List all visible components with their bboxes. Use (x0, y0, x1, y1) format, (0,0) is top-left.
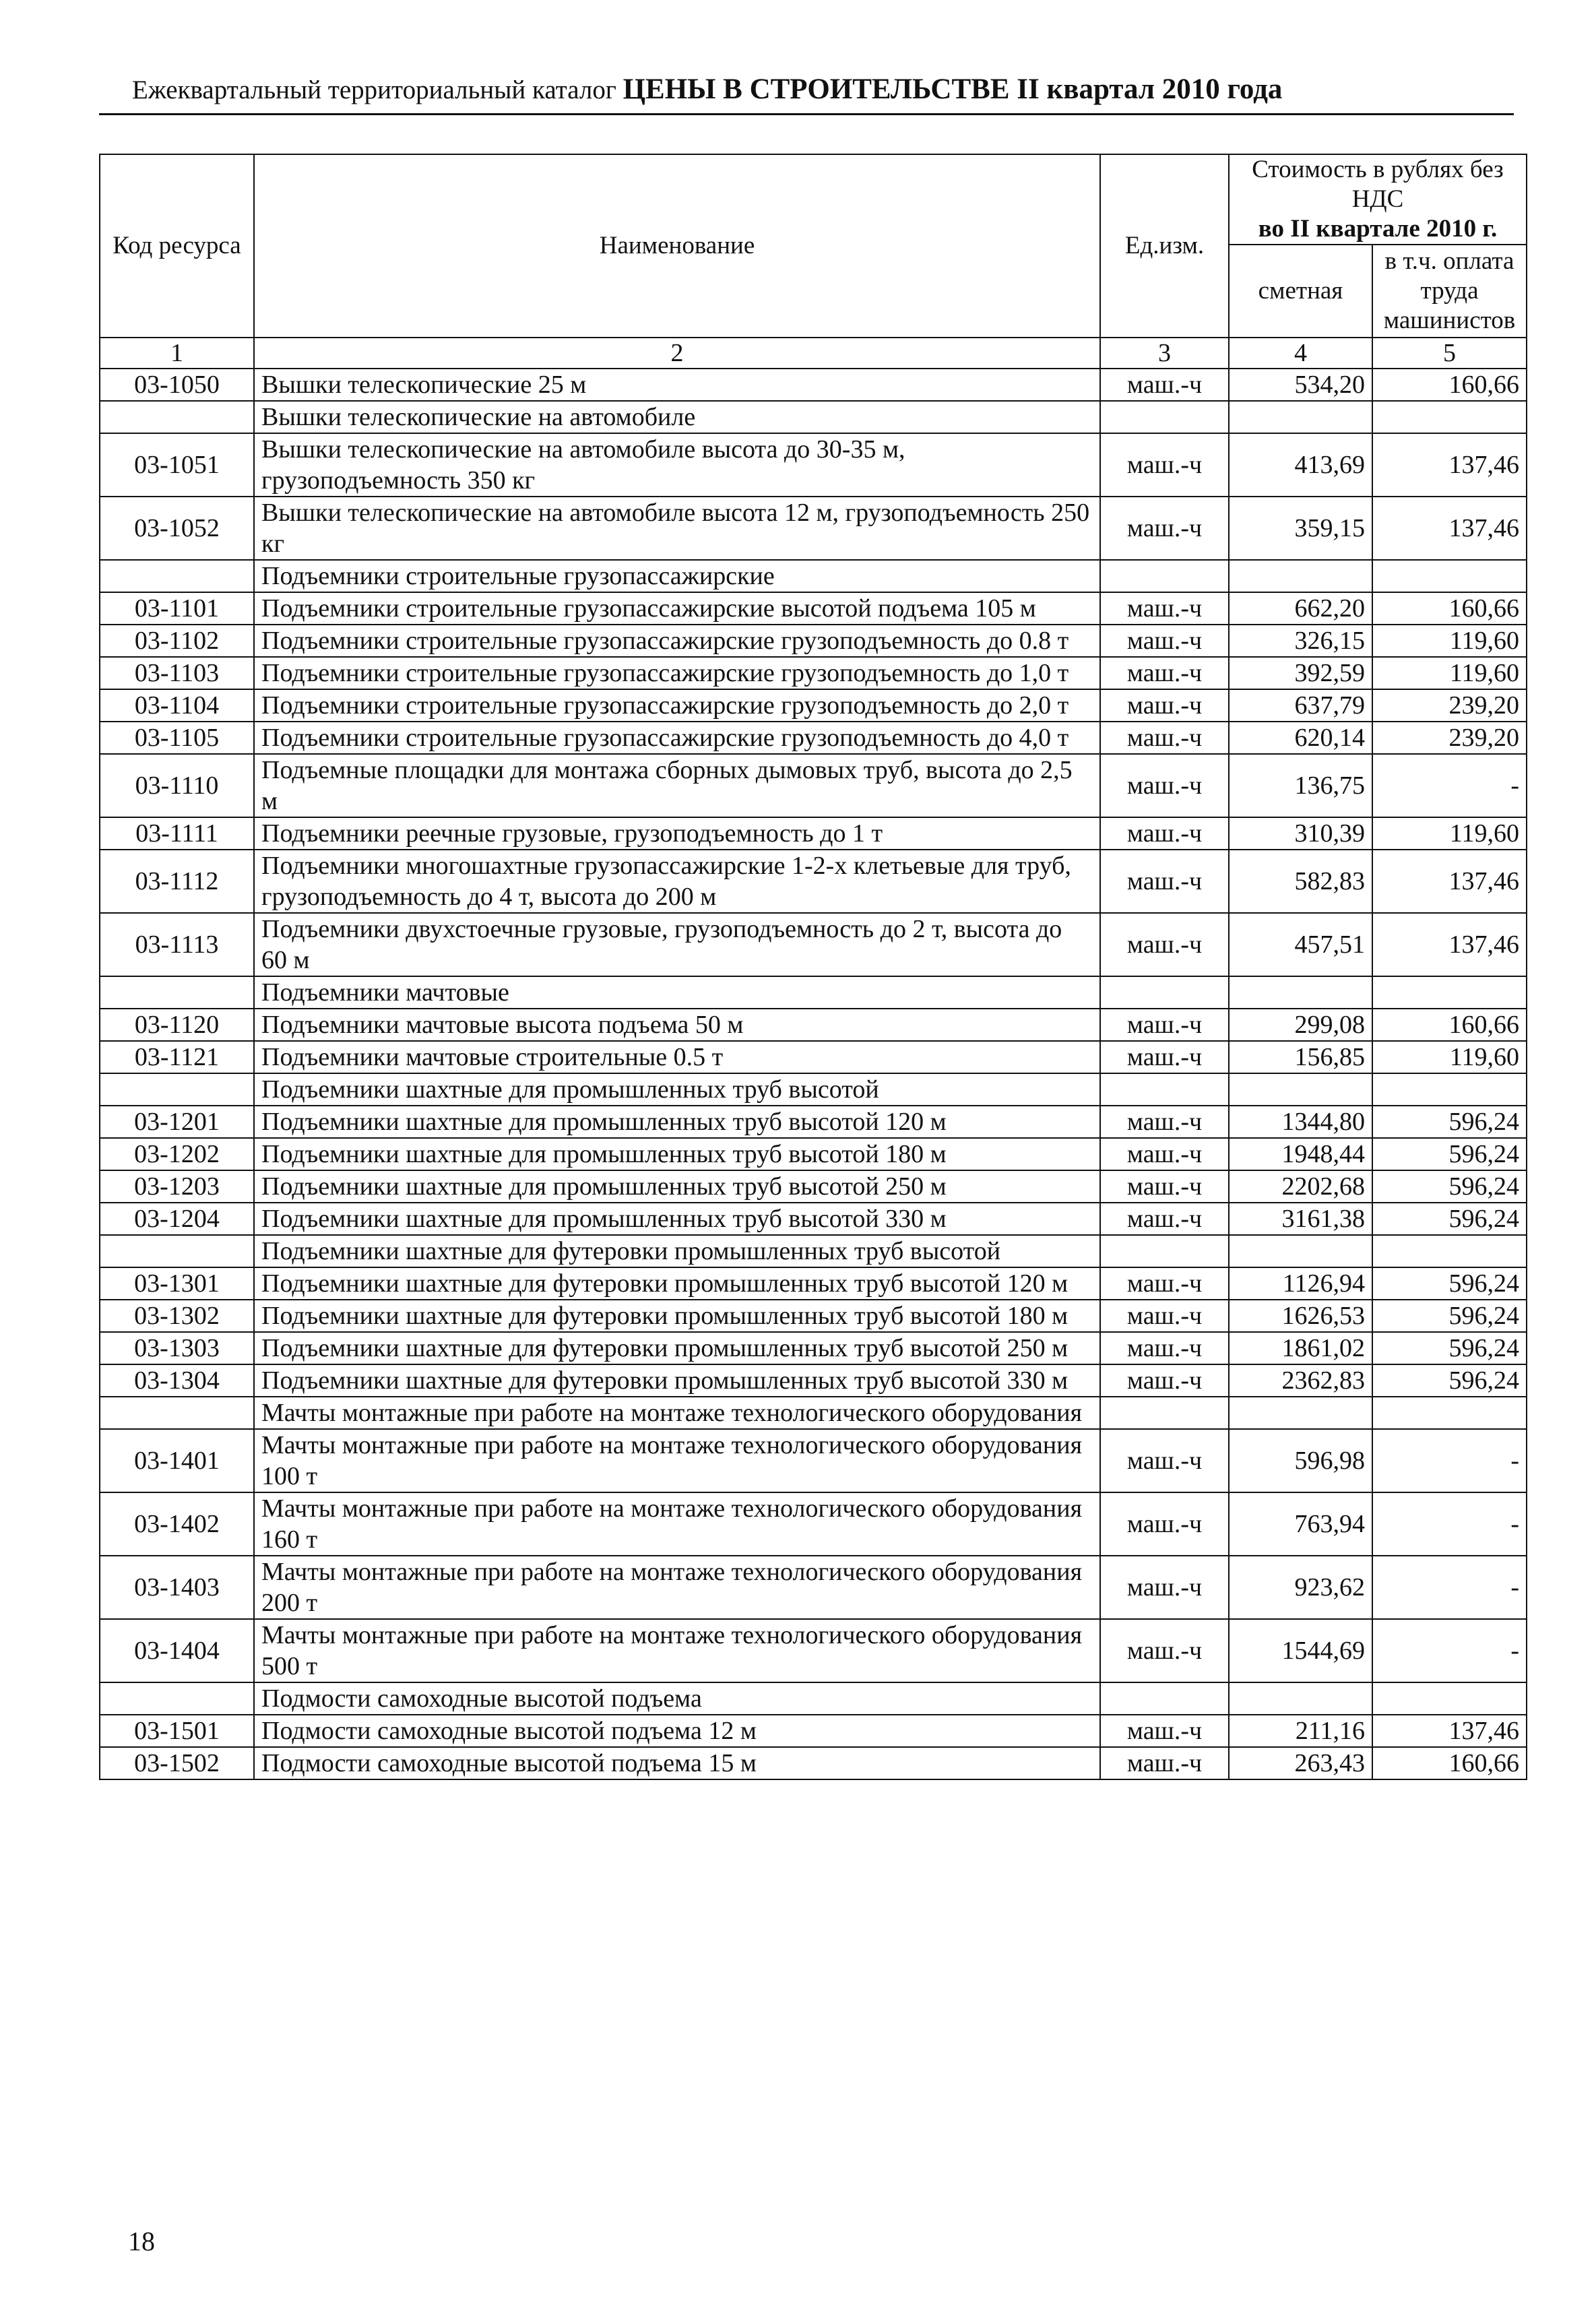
column-number: 2 (254, 338, 1100, 369)
cell-name: Мачты монтажные при работе на монтаже технологического оборудования 500 т (254, 1619, 1100, 1682)
cell-name: Вышки телескопические на автомобиле (254, 401, 1100, 433)
cell-unit: маш.-ч (1100, 722, 1229, 754)
table-row (100, 689, 1527, 722)
table-row (100, 1332, 1527, 1364)
cell-unit: маш.-ч (1100, 913, 1229, 976)
cell-labor: 596,24 (1372, 1332, 1527, 1364)
cell-name: Подъемники строительные грузопассажирские грузоподъемность до 1,0 т (254, 657, 1100, 689)
cell-labor (1372, 1235, 1527, 1267)
cell-labor: 137,46 (1372, 1715, 1527, 1747)
cell-price (1229, 1073, 1372, 1106)
cell-price: 1344,80 (1229, 1106, 1372, 1138)
cell-price: 637,79 (1229, 689, 1372, 722)
cell-code: 03-1111 (100, 817, 254, 850)
cell-price: 763,94 (1229, 1492, 1372, 1556)
cell-unit: маш.-ч (1100, 433, 1229, 497)
cell-price: 413,69 (1229, 433, 1372, 497)
table-row (100, 1300, 1527, 1332)
cell-price: 923,62 (1229, 1556, 1372, 1619)
cell-code: 03-1052 (100, 497, 254, 560)
cell-labor: 596,24 (1372, 1106, 1527, 1138)
cell-name: Подъемники шахтные для промышленных труб высотой 180 м (254, 1138, 1100, 1170)
table-row (100, 754, 1527, 817)
cell-code: 03-1404 (100, 1619, 254, 1682)
cell-unit: маш.-ч (1100, 1203, 1229, 1235)
cell-unit: маш.-ч (1100, 1429, 1229, 1492)
cell-unit: маш.-ч (1100, 625, 1229, 657)
cell-unit (1100, 1235, 1229, 1267)
cell-unit: маш.-ч (1100, 689, 1229, 722)
cell-code (100, 976, 254, 1009)
cell-labor: 137,46 (1372, 913, 1527, 976)
table-row (100, 913, 1527, 976)
cell-unit: маш.-ч (1100, 1300, 1229, 1332)
cell-labor (1372, 560, 1527, 592)
table-row (100, 817, 1527, 850)
cell-labor: 160,66 (1372, 1747, 1527, 1779)
cell-price: 310,39 (1229, 817, 1372, 850)
cell-price: 299,08 (1229, 1009, 1372, 1041)
cell-labor (1372, 401, 1527, 433)
cell-labor: 137,46 (1372, 433, 1527, 497)
cell-code (100, 1682, 254, 1715)
cell-code (100, 1397, 254, 1429)
table-row (100, 657, 1527, 689)
cell-name: Мачты монтажные при работе на монтаже технологического оборудования 160 т (254, 1492, 1100, 1556)
cell-price: 211,16 (1229, 1715, 1372, 1747)
cell-unit (1100, 1397, 1229, 1429)
cell-name: Подъемники строительные грузопассажирские грузоподъемность до 0.8 т (254, 625, 1100, 657)
cell-unit: маш.-ч (1100, 1267, 1229, 1300)
cell-code: 03-1105 (100, 722, 254, 754)
header-cost (1229, 154, 1527, 245)
cell-name: Вышки телескопические 25 м (254, 369, 1100, 401)
cell-price: 620,14 (1229, 722, 1372, 754)
header-cost-label: Стоимость в рублях без НДС (1252, 156, 1504, 213)
cell-price: 662,20 (1229, 592, 1372, 625)
table-row (100, 369, 1527, 401)
cell-labor: 119,60 (1372, 817, 1527, 850)
catalog-name: Ежеквартальный территориальный каталог (132, 75, 616, 104)
cell-name: Подъемники строительные грузопассажирские грузоподъемность до 4,0 т (254, 722, 1100, 754)
cell-unit: маш.-ч (1100, 1332, 1229, 1364)
cell-name: Подмости самоходные высотой подъема 15 м (254, 1747, 1100, 1779)
table-row (100, 1138, 1527, 1170)
cell-price: 596,98 (1229, 1429, 1372, 1492)
cell-code: 03-1102 (100, 625, 254, 657)
table-row (100, 1747, 1527, 1779)
cell-code: 03-1112 (100, 850, 254, 913)
cell-unit: маш.-ч (1100, 657, 1229, 689)
cell-labor: - (1372, 754, 1527, 817)
cell-unit: маш.-ч (1100, 1715, 1229, 1747)
cell-unit: маш.-ч (1100, 1138, 1229, 1170)
table-row (100, 722, 1527, 754)
cell-name: Подъемники шахтные для футеровки промышленных труб высотой 250 м (254, 1332, 1100, 1364)
cell-name: Подъемники многошахтные грузопассажирские 1-2-х клетьевые для труб, грузоподъемность до 4 т, высота до 200 м (254, 850, 1100, 913)
table-row (100, 1170, 1527, 1203)
cell-price (1229, 1397, 1372, 1429)
cell-code: 03-1204 (100, 1203, 254, 1235)
cell-unit (1100, 976, 1229, 1009)
table-row (100, 592, 1527, 625)
cell-unit (1100, 1682, 1229, 1715)
cell-name: Подмости самоходные высотой подъема 12 м (254, 1715, 1100, 1747)
cell-code: 03-1403 (100, 1556, 254, 1619)
table-row (100, 1106, 1527, 1138)
column-number: 4 (1229, 338, 1372, 369)
cell-unit: маш.-ч (1100, 817, 1229, 850)
cell-name: Подъемники шахтные для футеровки промышленных труб высотой 180 м (254, 1300, 1100, 1332)
cell-labor (1372, 1073, 1527, 1106)
cell-labor: 137,46 (1372, 497, 1527, 560)
cell-labor: 596,24 (1372, 1170, 1527, 1203)
cell-labor (1372, 1682, 1527, 1715)
cell-price: 1544,69 (1229, 1619, 1372, 1682)
cell-price: 3161,38 (1229, 1203, 1372, 1235)
cell-code: 03-1051 (100, 433, 254, 497)
cell-unit: маш.-ч (1100, 1556, 1229, 1619)
cell-unit: маш.-ч (1100, 497, 1229, 560)
cell-labor: 119,60 (1372, 657, 1527, 689)
section-row (100, 560, 1527, 592)
cell-code (100, 1073, 254, 1106)
cell-price (1229, 560, 1372, 592)
price-table (99, 154, 1527, 1780)
cell-name: Вышки телескопические на автомобиле высота до 30-35 м, грузоподъемность 350 кг (254, 433, 1100, 497)
table-row (100, 1492, 1527, 1556)
cell-unit: маш.-ч (1100, 1492, 1229, 1556)
cell-unit: маш.-ч (1100, 1009, 1229, 1041)
cell-price: 534,20 (1229, 369, 1372, 401)
cell-unit (1100, 560, 1229, 592)
cell-labor: 596,24 (1372, 1364, 1527, 1397)
table-row (100, 625, 1527, 657)
cell-price: 2202,68 (1229, 1170, 1372, 1203)
cell-code: 03-1301 (100, 1267, 254, 1300)
cell-code: 03-1103 (100, 657, 254, 689)
cell-price: 457,51 (1229, 913, 1372, 976)
cell-labor: - (1372, 1429, 1527, 1492)
header-unit: Ед.изм. (1100, 154, 1229, 338)
cell-unit (1100, 401, 1229, 433)
cell-unit (1100, 1073, 1229, 1106)
table-row (100, 1556, 1527, 1619)
cell-name: Подъемники шахтные для футеровки промышленных труб высотой 120 м (254, 1267, 1100, 1300)
column-numbers-row (100, 338, 1527, 369)
cell-code (100, 1235, 254, 1267)
cell-code: 03-1203 (100, 1170, 254, 1203)
column-number: 5 (1372, 338, 1527, 369)
cell-unit: маш.-ч (1100, 369, 1229, 401)
cell-code: 03-1113 (100, 913, 254, 976)
page-header (132, 73, 1513, 106)
cell-labor: 596,24 (1372, 1203, 1527, 1235)
cell-price: 582,83 (1229, 850, 1372, 913)
header-code: Код ресурса (100, 154, 254, 338)
cell-price: 359,15 (1229, 497, 1372, 560)
cell-price (1229, 1235, 1372, 1267)
header-rule (99, 113, 1514, 115)
header-estimate: сметная (1229, 245, 1372, 338)
cell-unit: маш.-ч (1100, 1041, 1229, 1073)
cell-code: 03-1402 (100, 1492, 254, 1556)
cell-labor: - (1372, 1492, 1527, 1556)
cell-code (100, 560, 254, 592)
cell-name: Мачты монтажные при работе на монтаже технологического оборудования 200 т (254, 1556, 1100, 1619)
cell-unit: маш.-ч (1100, 1747, 1229, 1779)
cell-price (1229, 401, 1372, 433)
cell-price: 1861,02 (1229, 1332, 1372, 1364)
cell-labor (1372, 976, 1527, 1009)
table-row (100, 1364, 1527, 1397)
cell-unit: маш.-ч (1100, 850, 1229, 913)
cell-labor: 119,60 (1372, 625, 1527, 657)
cell-name: Вышки телескопические на автомобиле высота 12 м, грузоподъемность 250 кг (254, 497, 1100, 560)
cell-price: 136,75 (1229, 754, 1372, 817)
table-row (100, 1009, 1527, 1041)
cell-price: 263,43 (1229, 1747, 1372, 1779)
column-number: 3 (1100, 338, 1229, 369)
cell-code: 03-1303 (100, 1332, 254, 1364)
cell-code: 03-1502 (100, 1747, 254, 1779)
cell-unit: маш.-ч (1100, 592, 1229, 625)
cell-unit: маш.-ч (1100, 1106, 1229, 1138)
cell-labor: - (1372, 1556, 1527, 1619)
cell-labor: 596,24 (1372, 1300, 1527, 1332)
cell-code: 03-1501 (100, 1715, 254, 1747)
cell-labor: 596,24 (1372, 1267, 1527, 1300)
cell-code: 03-1110 (100, 754, 254, 817)
cell-unit: маш.-ч (1100, 1170, 1229, 1203)
cell-code: 03-1202 (100, 1138, 254, 1170)
header-labor: в т.ч. оплата труда машинистов (1372, 245, 1527, 338)
cell-code: 03-1120 (100, 1009, 254, 1041)
cell-price: 1626,53 (1229, 1300, 1372, 1332)
cell-price: 1948,44 (1229, 1138, 1372, 1170)
cell-price: 326,15 (1229, 625, 1372, 657)
cell-name: Подъемники мачтовые высота подъема 50 м (254, 1009, 1100, 1041)
cell-code: 03-1201 (100, 1106, 254, 1138)
cell-name: Подъемники шахтные для промышленных труб высотой (254, 1073, 1100, 1106)
cell-name: Подъемники шахтные для промышленных труб высотой 250 м (254, 1170, 1100, 1203)
header-name: Наименование (254, 154, 1100, 338)
cell-price: 2362,83 (1229, 1364, 1372, 1397)
cell-unit: маш.-ч (1100, 754, 1229, 817)
cell-name: Подъемники мачтовые (254, 976, 1100, 1009)
cell-name: Подмости самоходные высотой подъема (254, 1682, 1100, 1715)
cell-labor: 160,66 (1372, 1009, 1527, 1041)
cell-name: Подъемники шахтные для футеровки промышленных труб высотой 330 м (254, 1364, 1100, 1397)
cell-name: Подъемники шахтные для промышленных труб высотой 120 м (254, 1106, 1100, 1138)
cell-name: Мачты монтажные при работе на монтаже технологического оборудования 100 т (254, 1429, 1100, 1492)
cell-name: Подъемники шахтные для футеровки промышленных труб высотой (254, 1235, 1100, 1267)
table-row (100, 1619, 1527, 1682)
cell-name: Подъемники строительные грузопассажирские (254, 560, 1100, 592)
cell-unit: маш.-ч (1100, 1619, 1229, 1682)
table-row (100, 1267, 1527, 1300)
table-row (100, 850, 1527, 913)
section-row (100, 976, 1527, 1009)
section-row (100, 1235, 1527, 1267)
column-number: 1 (100, 338, 254, 369)
table-row (100, 1429, 1527, 1492)
cell-labor: 239,20 (1372, 722, 1527, 754)
cell-code: 03-1121 (100, 1041, 254, 1073)
page-number: 18 (128, 2226, 155, 2256)
section-row (100, 401, 1527, 433)
cell-labor: 596,24 (1372, 1138, 1527, 1170)
cell-name: Подъемники реечные грузовые, грузоподъемность до 1 т (254, 817, 1100, 850)
cell-name: Подъемники двухстоечные грузовые, грузоподъемность до 2 т, высота до 60 м (254, 913, 1100, 976)
cell-price: 392,59 (1229, 657, 1372, 689)
section-row (100, 1682, 1527, 1715)
table-row (100, 433, 1527, 497)
table-row (100, 1203, 1527, 1235)
cell-code: 03-1401 (100, 1429, 254, 1492)
cell-name: Подъемники строительные грузопассажирские высотой подъема 105 м (254, 592, 1100, 625)
cell-name: Подъемники шахтные для промышленных труб высотой 330 м (254, 1203, 1100, 1235)
cell-code: 03-1050 (100, 369, 254, 401)
cell-name: Подъемные площадки для монтажа сборных дымовых труб, высота до 2,5 м (254, 754, 1100, 817)
cell-name: Подъемники строительные грузопассажирские грузоподъемность до 2,0 т (254, 689, 1100, 722)
cell-labor: 160,66 (1372, 369, 1527, 401)
cell-price (1229, 1682, 1372, 1715)
cell-code: 03-1304 (100, 1364, 254, 1397)
cell-code: 03-1101 (100, 592, 254, 625)
cell-code: 03-1104 (100, 689, 254, 722)
section-row (100, 1397, 1527, 1429)
cell-labor: 119,60 (1372, 1041, 1527, 1073)
cell-labor: - (1372, 1619, 1527, 1682)
cell-name: Мачты монтажные при работе на монтаже технологического оборудования (254, 1397, 1100, 1429)
cell-price: 1126,94 (1229, 1267, 1372, 1300)
cell-code (100, 401, 254, 433)
cell-name: Подъемники мачтовые строительные 0.5 т (254, 1041, 1100, 1073)
section-row (100, 1073, 1527, 1106)
cell-labor: 239,20 (1372, 689, 1527, 722)
table-row (100, 497, 1527, 560)
cell-labor: 137,46 (1372, 850, 1527, 913)
cell-price: 156,85 (1229, 1041, 1372, 1073)
cell-unit: маш.-ч (1100, 1364, 1229, 1397)
table-row (100, 1715, 1527, 1747)
catalog-title: ЦЕНЫ В СТРОИТЕЛЬСТВЕ II квартал 2010 года (623, 73, 1283, 105)
cell-price (1229, 976, 1372, 1009)
cell-labor (1372, 1397, 1527, 1429)
cell-code: 03-1302 (100, 1300, 254, 1332)
header-period: во II квартале 2010 г. (1258, 215, 1498, 243)
cell-labor: 160,66 (1372, 592, 1527, 625)
table-row (100, 1041, 1527, 1073)
